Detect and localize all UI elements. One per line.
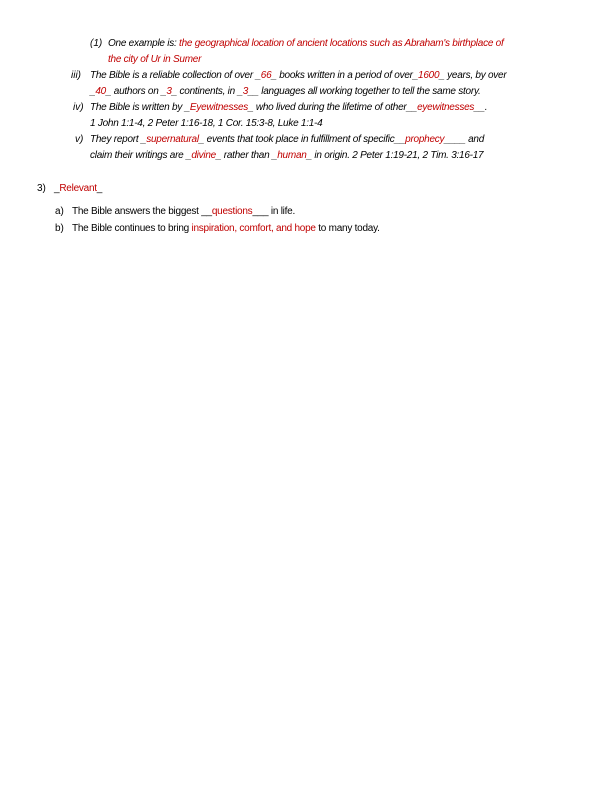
item-b-text: to many today. xyxy=(315,223,380,234)
item-iii-line-1 xyxy=(90,69,506,83)
list-marker: v) xyxy=(75,134,84,145)
example-line-1 xyxy=(108,37,504,51)
list-marker: a) xyxy=(55,206,64,217)
section-3-heading xyxy=(54,182,102,196)
item-v-text: _ in origin. 2 Peter 1:19-21, 2 Tim. 3:16-17 xyxy=(306,150,484,161)
list-marker: iv) xyxy=(73,102,84,113)
item-b-line xyxy=(72,222,380,236)
item-v-text: ____ and xyxy=(444,134,485,145)
list-marker: b) xyxy=(55,223,64,234)
item-iv-text: __. xyxy=(474,102,488,113)
item-iii-text: _ xyxy=(90,86,96,97)
answer-prophecy: prophecy xyxy=(405,134,445,145)
answer-relevant: Relevant xyxy=(59,183,97,194)
answer-inspiration: inspiration, comfort, and hope xyxy=(191,223,316,234)
item-b-text: The Bible continues to bring xyxy=(72,223,192,234)
example-answer-line-1: the geographical location of ancient locations such as Abraham's birthplace of xyxy=(179,38,504,49)
list-marker: (1) xyxy=(90,38,103,49)
answer-human: human xyxy=(277,150,307,161)
item-a-text: The Bible answers the biggest __ xyxy=(72,206,212,217)
item-iii-text: The Bible is a reliable collection of over _ xyxy=(90,70,261,81)
answer-66: 66 xyxy=(260,70,272,81)
example-prefix: One example is: xyxy=(108,38,180,49)
item-iv-text: _ who lived during the lifetime of other__ xyxy=(248,102,418,113)
answer-divine: divine xyxy=(191,150,216,161)
section-marker: 3) xyxy=(37,183,46,194)
item-v-text: _ rather than _ xyxy=(215,150,278,161)
item-v-line-2 xyxy=(90,149,483,163)
example-answer-line-2: the city of Ur in Sumer xyxy=(108,54,202,65)
answer-3-continents: 3 xyxy=(166,86,172,97)
item-iii-text: _ books written in a period of over_ xyxy=(271,70,419,81)
item-a-text: ___ in life. xyxy=(252,206,296,217)
answer-3-languages: 3 xyxy=(242,86,249,97)
section-3-text: _ xyxy=(54,183,60,194)
item-v-line-1 xyxy=(90,133,484,147)
answer-questions: questions xyxy=(211,206,253,217)
item-iv-references: 1 John 1:1-4, 2 Peter 1:16-18, 1 Cor. 15:3-8, Luke 1:1-4 xyxy=(90,118,323,129)
answer-eyewitnesses: Eyewitnesses xyxy=(189,102,249,113)
section-3-text: _ xyxy=(96,183,103,194)
item-v-text: claim their writings are _ xyxy=(90,150,192,161)
answer-1600: 1600 xyxy=(418,70,440,81)
item-iii-text: _ continents, in _ xyxy=(171,86,243,97)
answer-eyewitnesses-other: eyewitnesses xyxy=(417,102,475,113)
item-a-line xyxy=(72,205,295,219)
item-iii-text: __ languages all working together to tell the same story. xyxy=(248,86,481,97)
item-iii-text: _ authors on _ xyxy=(105,86,167,97)
item-iv-line-1 xyxy=(90,101,487,115)
item-iii-text: _ years, by over xyxy=(439,70,507,81)
item-v-text: They report _ xyxy=(90,134,147,145)
list-marker: iii) xyxy=(71,70,81,81)
item-v-text: _ events that took place in fulfillment of specific__ xyxy=(198,134,406,145)
item-iii-line-2 xyxy=(90,85,480,99)
item-iv-text: The Bible is written by _ xyxy=(90,102,190,113)
answer-supernatural: supernatural xyxy=(146,134,199,145)
answer-40: 40 xyxy=(95,86,106,97)
